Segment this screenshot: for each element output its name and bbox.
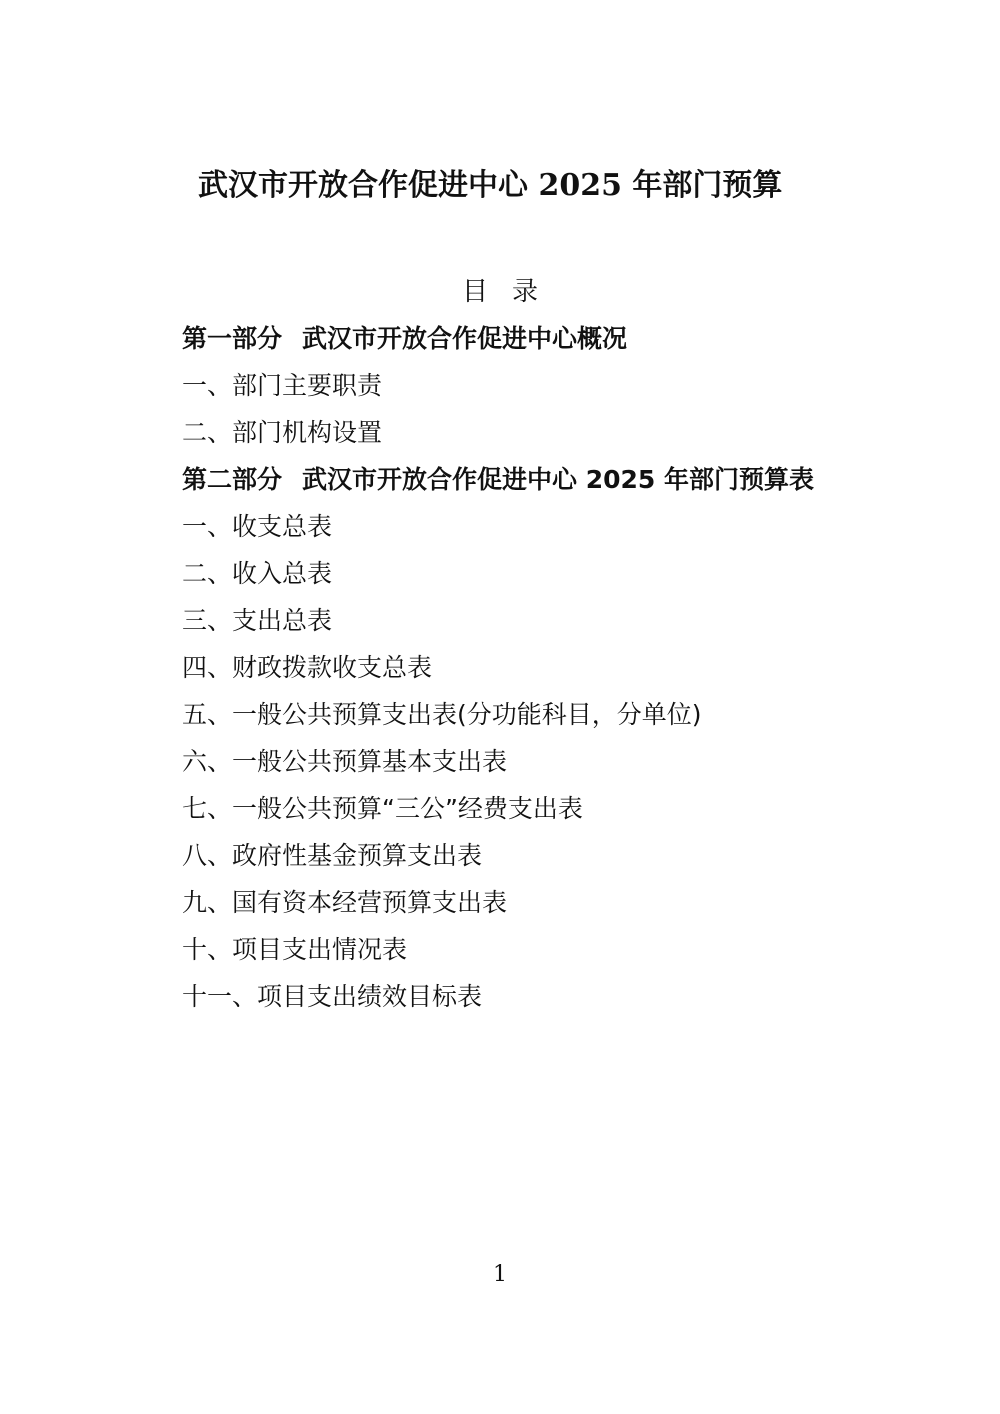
table-of-contents	[182, 320, 872, 1025]
document-title: 武汉市开放合作促进中心 2025 年部门预算	[198, 168, 783, 203]
toc-part-label: 第二部分	[182, 465, 283, 494]
toc-entry: 一、收支总表	[182, 512, 333, 541]
toc-part-label: 第一部分	[182, 324, 283, 353]
toc-part-2	[182, 461, 872, 508]
toc-entry: 十、项目支出情况表	[182, 935, 408, 964]
toc-entry: 六、一般公共预算基本支出表	[182, 747, 508, 776]
toc-entry: 八、政府性基金预算支出表	[182, 841, 483, 870]
toc-entry: 三、支出总表	[182, 606, 333, 635]
toc-entry: 十一、项目支出绩效目标表	[182, 982, 483, 1011]
toc-entry: 四、财政拨款收支总表	[182, 653, 433, 682]
page-number: 1	[493, 1262, 507, 1287]
toc-entry: 五、一般公共预算支出表(分功能科目，分单位)	[182, 700, 702, 729]
toc-heading: 目录	[461, 277, 562, 307]
toc-part-1	[182, 320, 872, 367]
toc-entry: 九、国有资本经营预算支出表	[182, 888, 508, 917]
toc-entry: 七、一般公共预算“三公”经费支出表	[182, 794, 583, 823]
toc-entry: 二、收入总表	[182, 559, 333, 588]
toc-part-title: 武汉市开放合作促进中心概况	[302, 324, 628, 353]
toc-entry: 二、部门机构设置	[182, 418, 383, 447]
toc-part-title: 武汉市开放合作促进中心 2025 年部门预算表	[302, 465, 815, 494]
toc-entry: 一、部门主要职责	[182, 371, 383, 400]
